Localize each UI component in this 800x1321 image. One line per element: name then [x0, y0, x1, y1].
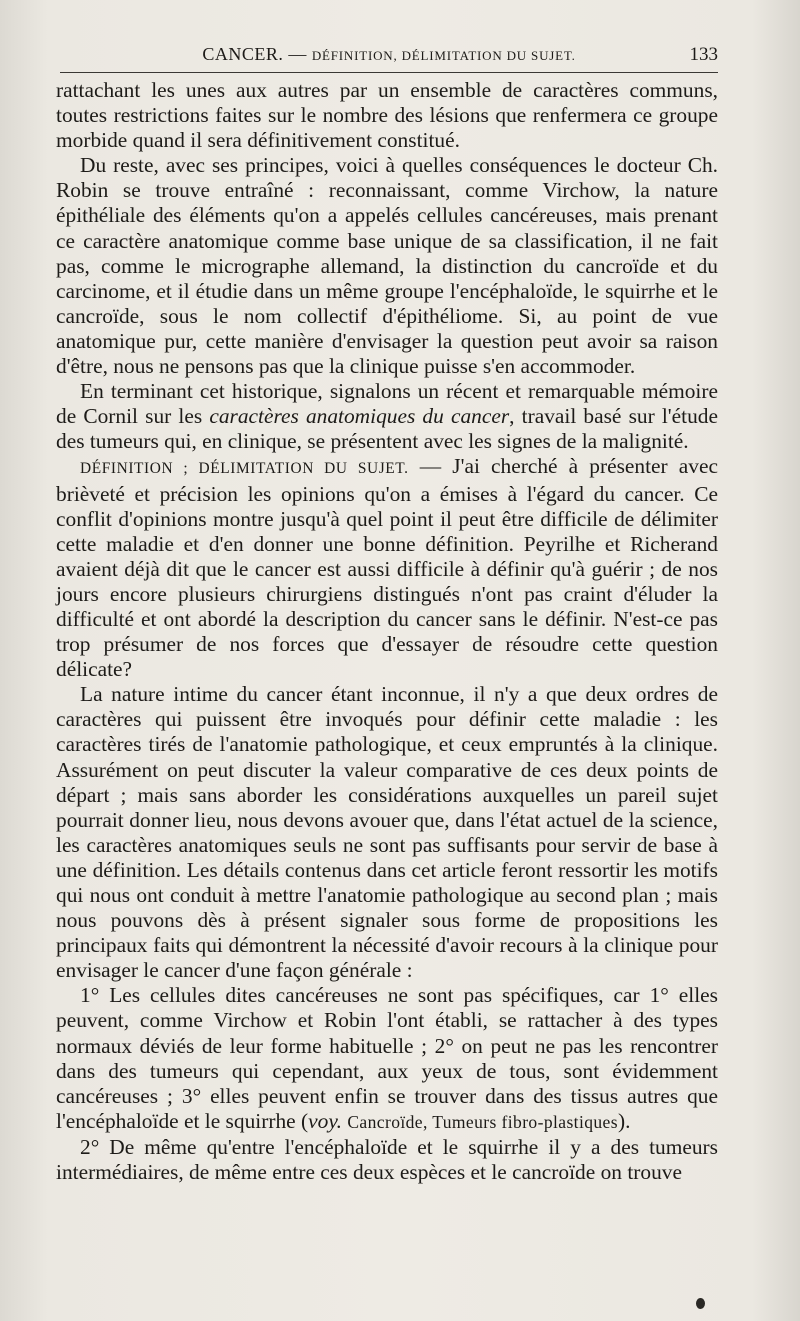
paragraph-4-text: — J'ai cherché à présenter avec brièveté et précision les opinions qu'on a émises à l'égard du cancer. Ce conflit d'opinions montre jusqu'à quel point il peut être difficile de délimiter cette maladie et d'en donner une bonne définition. Peyrilhe et Richerand avaient déjà dit que le cancer est aussi difficile à définir qu'à guérir ; de nos jours encore plusieurs chirurgiens distingués n'ont pas craint d'éluder la difficulté et ont abordé la description du cancer sans le définir. N'est-ce pas trop présumer de nos forces que d'essayer de résoudre cette question délicate?: [56, 454, 718, 682]
paragraph-6-before: 1° Les cellules dites cancéreuses ne sont pas spécifiques, car 1° elles peuvent, comme Virchow et Robin l'ont établi, se rattacher à des types normaux déviés de leur forme habituelle ; 2° on peut ne pas les rencontrer dans des tumeurs qui cependant, aux yeux de tous, sont évidemment cancéreuses ; 3° elles peuvent enfin se trouver dans des tissus autres que l'encéphaloïde et le squirrhe (: [56, 983, 718, 1133]
running-header: [60, 44, 718, 73]
page-number: 133: [689, 44, 718, 65]
paragraph-6-after: ).: [617, 1108, 631, 1133]
body-text: [56, 78, 718, 1185]
paragraph-2: Du reste, avec ses principes, voici à quelles conséquences le docteur Ch. Robin se trouve entraîné : reconnaissant, comme Virchow, la nature épithéliale des éléments qu'on a appelés cellules cancéreuses, mais prenant ce caractère anatomique comme base unique de sa classification, il ne fait pas, comme le micrographe allemand, la distinction du cancroïde et du carcinome, et il étudie dans un même groupe l'encéphaloïde, le squirrhe et le cancroïde, sous le nom collectif d'épithéliome. Si, au point de vue anatomique pur, cette manière d'envisager la question peut avoir sa raison d'être, nous ne pensons pas que la clinique puisse s'en accommoder.: [56, 153, 718, 379]
paragraph-3-after: , travail basé sur l'étude des tumeurs qui, en clinique, se présentent avec les signes de la malignité.: [56, 404, 718, 454]
header-dash: —: [288, 44, 307, 64]
paragraph-1: rattachant les unes aux autres par un ensemble de caractères communs, toutes restrictions faites sur le nombre des lésions que renfermera ce groupe morbide quand il sera définitivement constitué.: [56, 78, 718, 153]
paragraph-3-before: En terminant cet historique, signalons un récent et remarquable mémoire de Cornil sur les: [56, 379, 718, 429]
header-section: DÉFINITION, DÉLIMITATION DU SUJET.: [311, 48, 576, 63]
paragraph-4: [56, 454, 718, 682]
paragraph-7: 2° De même qu'entre l'encéphaloïde et le squirrhe il y a des tumeurs intermédiaires, de même entre ces deux espèces et le cancroïde on trouve: [56, 1134, 718, 1185]
paragraph-6-voy: voy.: [308, 1108, 342, 1133]
paragraph-6-ref: Cancroïde, Tumeurs fibro-plastiques: [347, 1111, 618, 1132]
paragraph-5: La nature intime du cancer étant inconnue, il n'y a que deux ordres de caractères qui puissent être invoqués pour définir cette maladie : les caractères tirés de l'anatomie pathologique, et ceux empruntés à la clinique. Assurément on peut discuter la valeur comparative de ces deux points de départ ; mais sans aborder les considérations auxquelles un pareil sujet pourrait donner lieu, nous devons avouer que, dans l'état actuel de la science, les caractères anatomiques seuls ne sont pas suffisants pour servir de base à une définition. Les détails contenus dans cet article feront ressortir les motifs qui nous ont conduit à mettre l'anatomie pathologique au second plan ; mais nous pouvons dès à présent signaler sous forme de propositions les principaux faits qui démontrent la nécessité d'avoir recours à la clinique pour envisager le cancer d'une façon générale :: [56, 682, 718, 983]
paragraph-6: [56, 983, 718, 1135]
section-heading: DÉFINITION ; DÉLIMITATION DU SUJET.: [80, 460, 409, 478]
paragraph-3-italic: caractères anatomiques du cancer: [209, 404, 510, 429]
header-title: [60, 44, 718, 65]
paragraph-3: [56, 379, 718, 454]
ink-speck: [696, 1298, 705, 1309]
header-title-main: CANCER.: [202, 44, 284, 64]
